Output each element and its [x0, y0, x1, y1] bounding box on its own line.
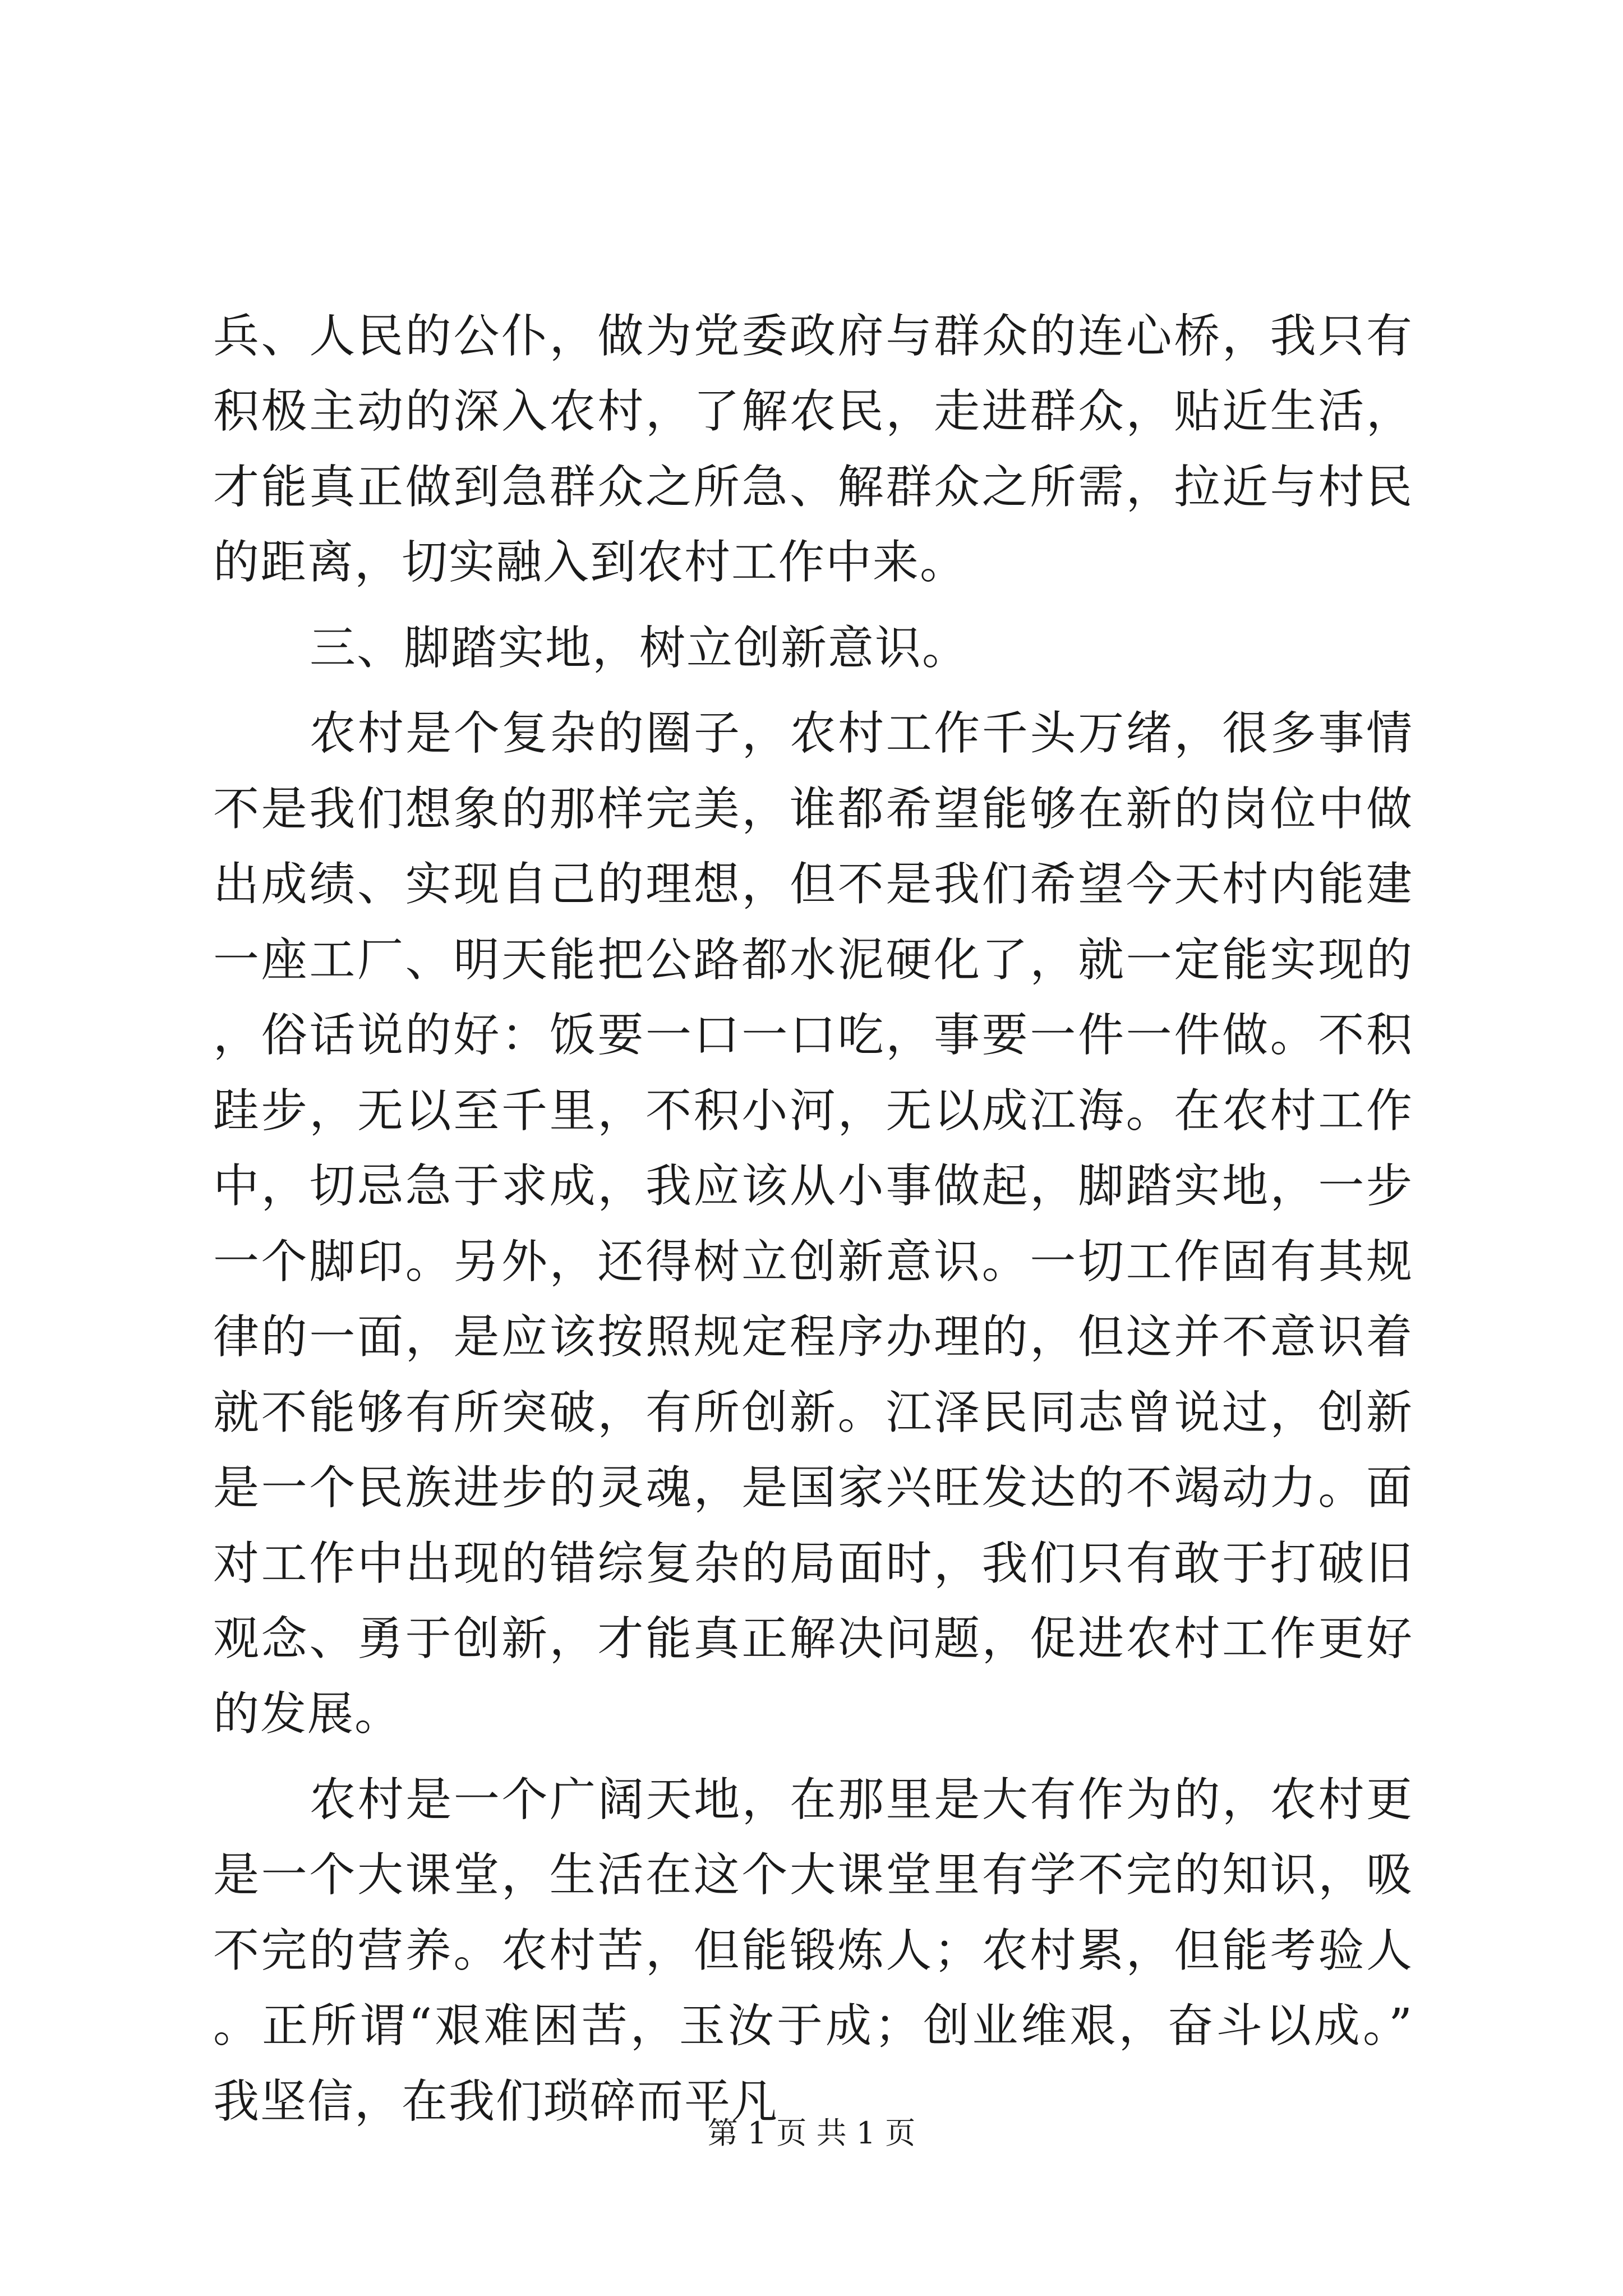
paragraph-body: 农村是个复杂的圈子，农村工作千头万绪，很多事情不是我们想象的那样完美，谁都希望能够在新的岗位中做出成绩、实现自己的理想，但不是我们希望今天村内能建一座工厂、明天能把公路都水泥硬化了，就一定能实现的，俗话说的好：饭要一口一口吃，事要一件一件做。不积跬步，无以至千里，不积小河，无以成江海。在农村工作中，切忌急于求成，我应该从小事做起，脚踏实地，一步一个脚印。另外，还得树立创新意识。一切工作固有其规律的一面，是应该按照规定程序办理的，但这并不意识着就不能够有所突破，有所创新。江泽民同志曾说过，创新是一个民族进步的灵魂，是国家兴旺发达的不竭动力。面对工作中出现的错综复杂的局面时，我们只有敢于打破旧观念、勇于创新，才能真正解决问题，促进农村工作更好的发展。 — [213, 707, 1413, 1741]
document-body — [213, 299, 1413, 2150]
page-number-footer: 第 1 页 共 1 页 — [707, 2115, 916, 2151]
paragraph-closing: 农村是一个广阔天地，在那里是大有作为的，农村更是一个大课堂，生活在这个大课堂里有学不完的知识，吸不完的营养。农村苦，但能锻炼人；农村累，但能考验人。正所谓“艰难困苦，玉汝于成；创业维艰，奋斗以成。”我坚信，在我们琐碎而平凡 — [213, 1773, 1413, 2128]
section-heading-three: 三、脚踏实地，树立创新意识。 — [310, 621, 970, 675]
paragraph-continuation: 兵、人民的公仆，做为党委政府与群众的连心桥，我只有积极主动的深入农村，了解农民，走进群众，贴近生活，才能真正做到急群众之所急、解群众之所需，拉近与村民的距离，切实融入到农村工作中来。 — [213, 310, 1413, 590]
